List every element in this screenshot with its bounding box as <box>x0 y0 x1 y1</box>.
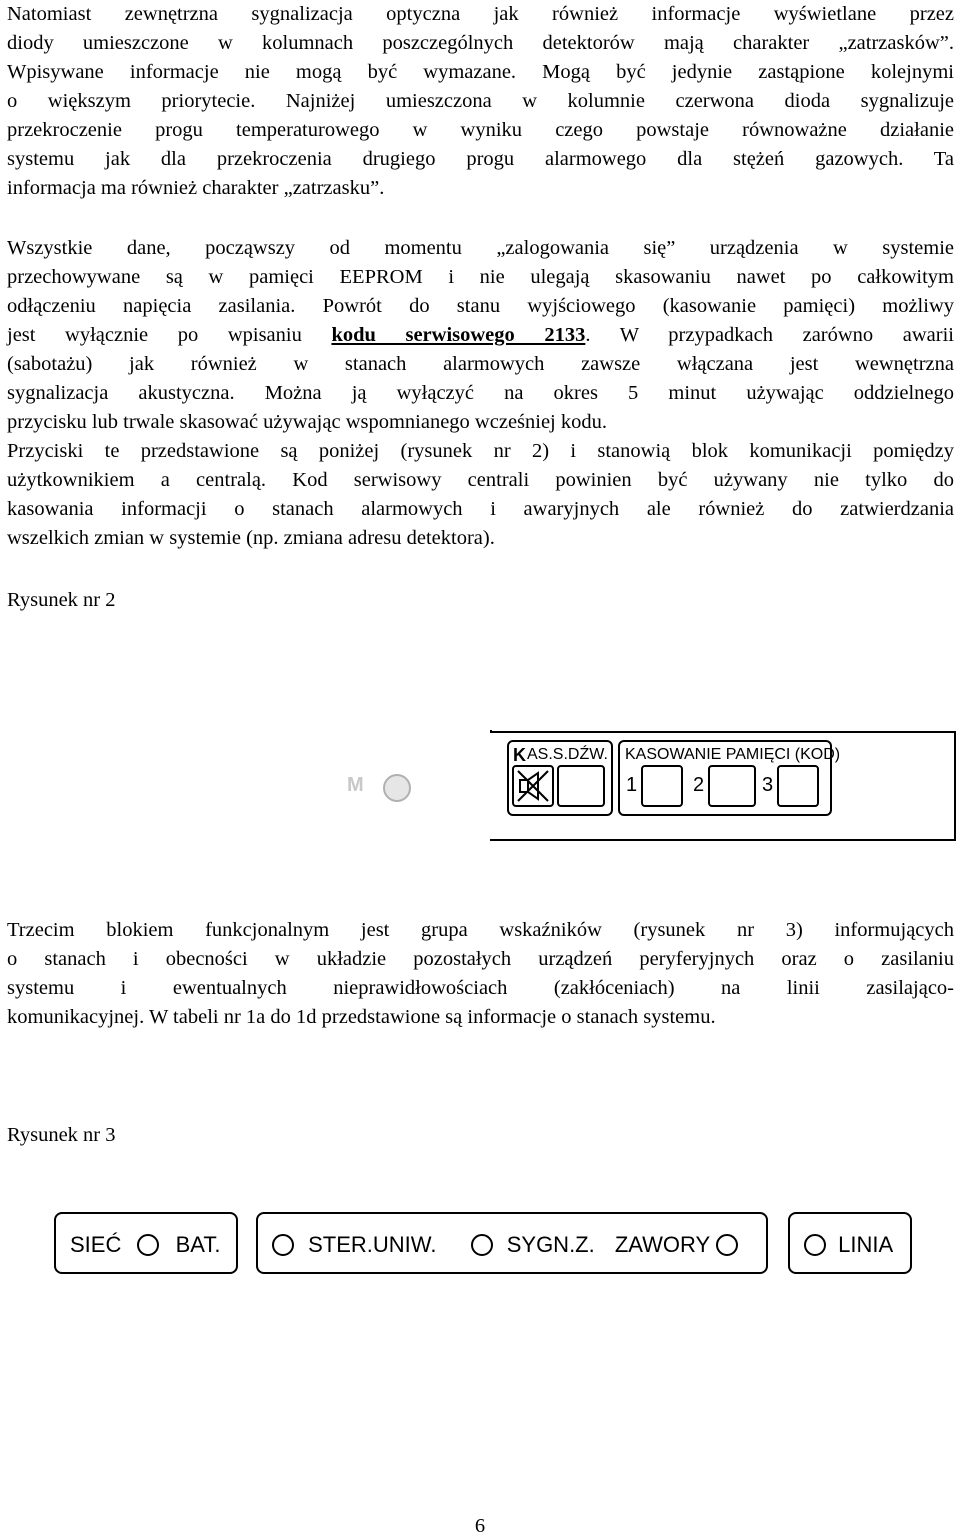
universal-controller-led-icon <box>272 1234 294 1256</box>
paragraph1-line-4: o większym priorytecie. Najniżej umieszczona w kolumnie czerwona dioda sygnalizuje <box>7 90 954 112</box>
paragraph3-line-3: systemu i ewentualnych nieprawidłowościach (zakłóceniach) na linii zasilająco- <box>7 977 954 999</box>
panel-right-edge <box>954 731 956 841</box>
page-number: 6 <box>474 1515 486 1537</box>
external-signal-label: SYGN.Z. <box>506 1232 595 1258</box>
valves-label: ZAWORY <box>614 1232 711 1258</box>
line-indicator-group <box>788 1212 912 1274</box>
speaker-muted-icon <box>514 767 552 805</box>
mains-label: SIEĆ <box>70 1232 122 1258</box>
paragraph1-line-7: informacja ma również charakter „zatrzasku”. <box>7 177 385 199</box>
paragraph2-line-4-start: jest wyłącznie po wpisaniu <box>7 324 332 346</box>
code-key-3[interactable] <box>777 765 819 807</box>
memory-reset-label: KASOWANIE PAMIĘCI (KOD) <box>625 746 841 763</box>
figure2-caption: Rysunek nr 2 <box>7 589 116 611</box>
paragraph1-line-6: systemu jak dla przekroczenia drugiego progu alarmowego dla stężeń gazowych. Ta <box>7 148 954 170</box>
figure3-caption: Rysunek nr 3 <box>7 1124 116 1146</box>
paragraph2-line-4 <box>7 321 954 350</box>
panel-bottom-edge <box>490 839 956 841</box>
paragraph2-line-6: sygnalizacja akustyczna. Można ją wyłączyć na okres 5 minut używając oddzielnego <box>7 382 954 404</box>
peripherals-indicator-group <box>256 1212 768 1274</box>
paragraph2-line-8: Przyciski te przedstawione są poniżej (rysunek nr 2) i stanowią blok komunikacji pomiędzy <box>7 440 954 462</box>
paragraph2-line-4-end: . W przypadkach zarówno awarii <box>585 324 954 346</box>
paragraph1-line-5: przekroczenie progu temperaturowego w wyniku czego powstaje równoważne działanie <box>7 119 954 141</box>
battery-label: BAT. <box>175 1232 221 1258</box>
service-code-text: kodu serwisowego 2133 <box>331 324 586 346</box>
external-signal-led-icon <box>471 1234 493 1256</box>
grey-led-icon <box>383 774 411 802</box>
paragraph2-line-9: użytkownikiem a centralą. Kod serwisowy centrali powinien być używany nie tylko do <box>7 469 954 491</box>
paragraph2-line-5: (sabotażu) jak również w stanach alarmowych zawsze włączana jest wewnętrzna <box>7 353 954 375</box>
sound-reset-key[interactable] <box>512 765 554 807</box>
paragraph3-line-2: o stanach i obecności w układzie pozostałych urządzeń peryferyjnych oraz o zasilaniu <box>7 948 954 970</box>
key-1-label: 1 <box>626 774 638 796</box>
line-led-icon <box>804 1234 826 1256</box>
panel-top-edge <box>490 731 956 733</box>
sound-reset-mark: K <box>513 745 526 765</box>
paragraph1-line-3: Wpisywane informacje nie mogą być wymazane. Mogą być jedynie zastąpione kolejnymi <box>7 61 954 83</box>
paragraph2-line-10: kasowania informacji o stanach alarmowych i awaryjnych ale również do zatwierdzania <box>7 498 954 520</box>
mains-led-icon <box>137 1234 159 1256</box>
sound-reset-blank-key[interactable] <box>557 765 605 807</box>
valves-led-icon <box>716 1234 738 1256</box>
paragraph2-line-3: odłączeniu napięcia zasilania. Powrót do stanu wyjściowego (kasowanie pamięci) możliwy <box>7 295 954 317</box>
grey-letter: M <box>347 774 364 796</box>
paragraph3-line-4: komunikacyjnej. W tabeli nr 1a do 1d przedstawione są informacje o stanach systemu. <box>7 1006 716 1028</box>
code-key-1[interactable] <box>641 765 683 807</box>
paragraph3-line-1: Trzecim blokiem funkcjonalnym jest grupa wskaźników (rysunek nr 3) informujących <box>7 919 954 941</box>
paragraph2-line-2: przechowywane są w pamięci EEPROM i nie ulegają skasowaniu nawet po całkowitym <box>7 266 954 288</box>
power-indicator-group <box>54 1212 238 1274</box>
key-3-label: 3 <box>762 774 774 796</box>
key-2-label: 2 <box>693 774 705 796</box>
paragraph2-line-11: wszelkich zmian w systemie (np. zmiana adresu detektora). <box>7 527 495 549</box>
line-label: LINIA <box>838 1232 894 1258</box>
paragraph2-line-1: Wszystkie dane, począwszy od momentu „zalogowania się” urządzenia w systemie <box>7 237 954 259</box>
universal-controller-label: STER.UNIW. <box>308 1232 437 1258</box>
code-key-2[interactable] <box>708 765 756 807</box>
paragraph1-line-1: Natomiast zewnętrzna sygnalizacja optyczna jak również informacje wyświetlane przez <box>7 3 954 25</box>
paragraph1-line-2: diody umieszczone w kolumnach poszczególnych detektorów mają charakter „zatrzasków”. <box>7 32 954 54</box>
sound-reset-label: AS.S.DŹW. <box>527 746 608 763</box>
paragraph2-line-7: przycisku lub trwale skasować używając wspomnianego wcześniej kodu. <box>7 411 608 433</box>
